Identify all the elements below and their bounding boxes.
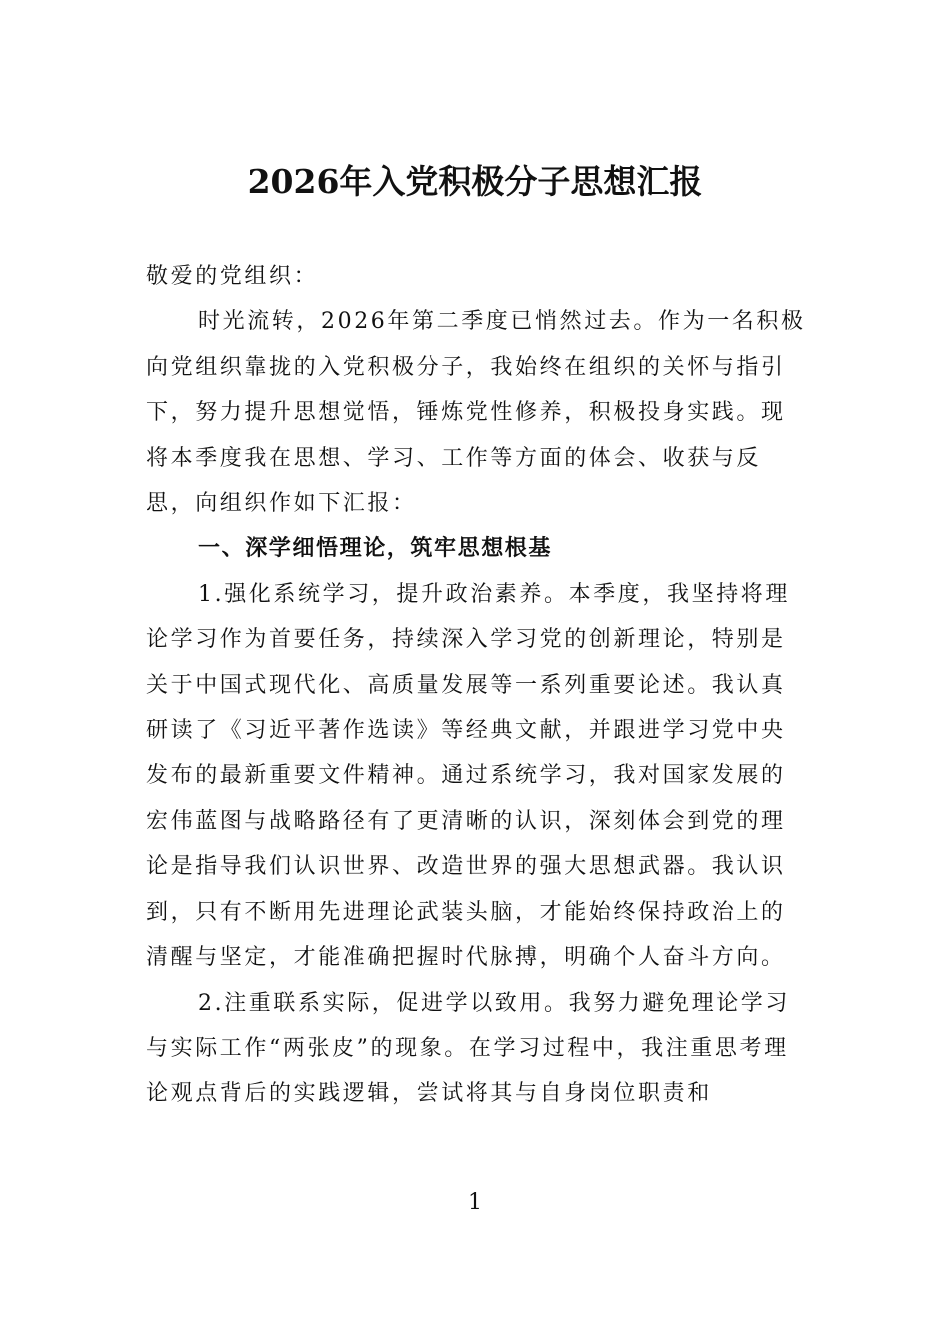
item-text-1: 本季度，我坚持将理论学习作为首要任务，持续深入学习党的创新理论，特别是关于中国式现代化、高质量发展等一系列重要论述。我认真研读了《习近平著作选读》等经典文献，并跟进学习党中央发布的最新重要文件精神。通过系统学习，我对国家发展的宏伟蓝图与战略路径有了更清晰的认识，深刻体会到党的理论是指导我们认识世界、改造世界的强大思想武器。我认识到，只有不断用先进理论武装头脑，才能始终保持政治上的清醒与坚定，才能准确把握时代脉搏，明确个人奋斗方向。 — [146, 581, 790, 971]
page-number: 1 — [468, 1190, 482, 1215]
document-title: 2026年入党积极分子思想汇报 — [247, 162, 703, 201]
item-lead-2: 2.注重联系实际，促进学以致用。 — [198, 990, 569, 1016]
document-body — [146, 254, 806, 1117]
item-paragraph-1 — [146, 572, 806, 981]
item-lead-1: 1.强化系统学习，提升政治素养。 — [198, 581, 569, 607]
section-heading: 一、深学细悟理论，筑牢思想根基 — [198, 536, 553, 562]
item-paragraph-2 — [146, 981, 806, 1117]
item-text-2: 我努力避免理论学习与实际工作“两张皮”的现象。在学习过程中，我注重思考理论观点背后的实践逻辑，尝试将其与自身岗位职责和 — [146, 990, 790, 1107]
intro-paragraph: 时光流转，2026年第二季度已悄然过去。作为一名积极向党组织靠拢的入党积极分子，我始终在组织的关怀与指引下，努力提升思想觉悟，锤炼党性修养，积极投身实践。现将本季度我在思想、学习、工作等方面的体会、收获与反思，向组织作如下汇报： — [146, 309, 806, 517]
salutation: 敬爱的党组织： — [146, 264, 319, 289]
